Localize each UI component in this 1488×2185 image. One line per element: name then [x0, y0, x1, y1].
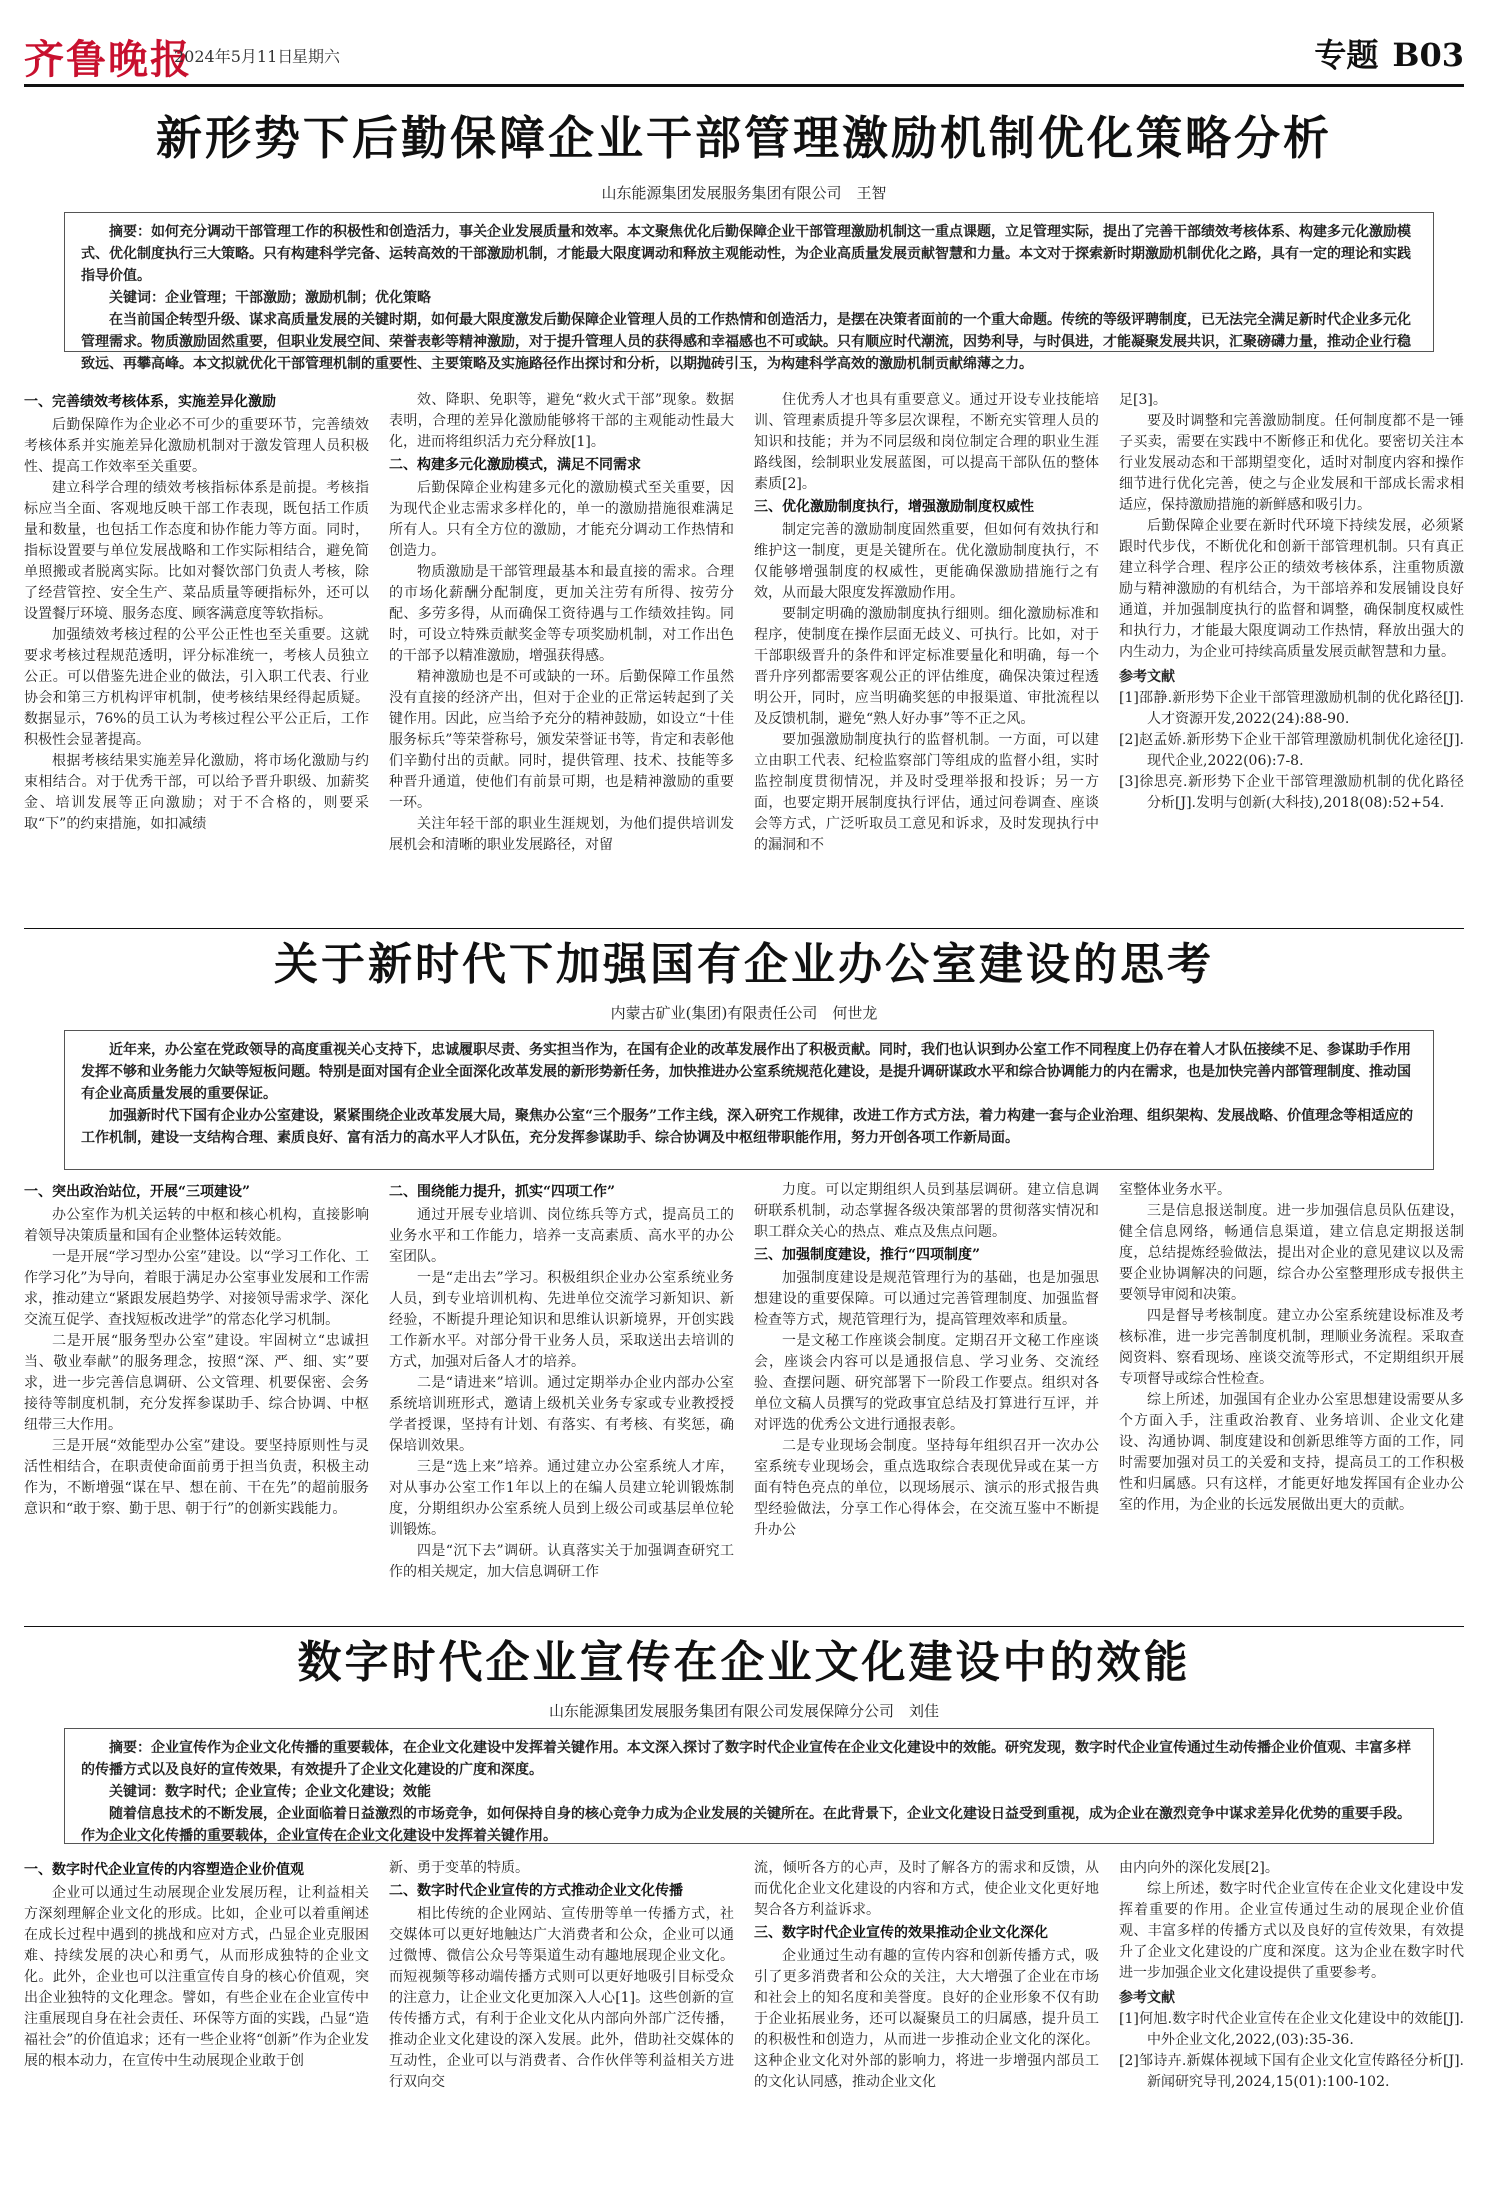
intro-text: 在当前国企转型升级、谋求高质量发展的关键时期，如何最大限度激发后勤保障企业管理人员的工作热情和创造活力，是摆在决策者面前的一个重大命题。传统的等级评聘制度，已无法完全满足新时代企业多元化管理需求。物质激励固然重要，但职业发展空间、荣誉表彰等精神激励，对于提升管理人员的获得感和幸福感也不可或缺。只有顺应时代潮流，因势利导，与时俱进，才能凝聚发展共识，汇聚磅礴力量，推动企业行稳致远、再攀高峰。本文拟就优化干部管理机制的重要性、主要策略及实施路径作出探讨和分析，以期抛砖引玉，为构建科学高效的激励机制贡献绵薄之力。: [81, 312, 1411, 372]
article-3-col-4: [1119, 1858, 1464, 2176]
article-1-col-1: [24, 390, 369, 918]
article-2-body: [24, 1180, 1464, 1620]
article-1-col-2: [389, 390, 734, 918]
section-heading: 三、加强制度建设，推行“四项制度”: [754, 1247, 981, 1263]
body-paragraph: 四是督导考核制度。建立办公室系统建设标准及考核标准，进一步完善制度机制，理顺业务流程。采取查阅资料、察看现场、座谈交流等形式，不定期组织开展专项督导或综合性检查。: [1119, 1308, 1464, 1387]
body-paragraph: 足[3]。: [1119, 392, 1167, 408]
article-1-col-4: [1119, 390, 1464, 918]
reference-item: [3]徐思亮.新形势下企业干部管理激励机制的优化路径分析[J].发明与创新(大科技),2018(08):52+54.: [1119, 774, 1464, 811]
keywords: 关键词：数字时代；企业宣传；企业文化建设；效能: [109, 1784, 431, 1800]
body-paragraph: 力度。可以定期组织人员到基层调研。建立信息调研联系机制，动态掌握各级决策部署的贯彻落实情况和职工群众关心的热点、难点及焦点问题。: [754, 1182, 1099, 1240]
article-1-col-3: [754, 390, 1099, 918]
article-3-title: 数字时代企业宣传在企业文化建设中的效能: [297, 1637, 1191, 1688]
body-paragraph: 新、勇于变革的特质。: [389, 1860, 529, 1876]
article-2-col-3: [754, 1180, 1099, 1620]
body-paragraph: 相比传统的企业网站、宣传册等单一传播方式，社交媒体可以更好地触达广大消费者和公众，企业可以通过微博、微信公众号等渠道生动有趣地展现企业文化。而短视频等移动端传播方式则可以更好地吸引目标受众的注意力，让企业文化更加深入人心[1]。这些创新的宣传传播方式，有利于企业文化从内部向外部广泛传播，推动企业文化建设的深入发展。此外，借助社交媒体的互动性，企业可以与消费者、合作伙伴等利益相关方进行双向交: [389, 1906, 734, 2090]
body-paragraph: 根据考核结果实施差异化激励，将市场化激励与约束相结合。对于优秀干部，可以给予晋升职级、加薪奖金、培训发展等正向激励；对于不合格的，则要采取“下”的约束措施，如扣减绩: [24, 753, 369, 832]
abstract-text: 摘要：如何充分调动干部管理工作的积极性和创造活力，事关企业发展质量和效率。本文聚焦优化后勤保障企业干部管理激励机制这一重点课题，立足管理实际，提出了完善干部绩效考核体系、构建多元化激励模式、优化制度执行三大策略。只有构建科学完备、运转高效的干部激励机制，才能最大限度调动和释放主观能动性，为企业高质量发展贡献智慧和力量。本文对于探索新时期激励机制优化之路，具有一定的理论和实践指导价值。: [81, 224, 1411, 284]
body-paragraph: 关注年轻干部的职业生涯规划，为他们提供培训发展机会和清晰的职业发展路径，对留: [389, 816, 734, 853]
body-paragraph: 一是开展“学习型办公室”建设。以“学习工作化、工作学习化”为导向，着眼于满足办公室事业发展和工作需求，推动建立“紧跟发展趋势学、对接领导需求学、深化交流互促学、查找短板改进学”的常态化学习机制。: [24, 1249, 369, 1328]
body-paragraph: 要及时调整和完善激励制度。任何制度都不是一锤子买卖，需要在实践中不断修正和优化。要密切关注本行业发展动态和干部期望变化，适时对制度内容和操作细节进行优化完善，使之与企业发展和干部成长需求相适应，保持激励措施的新鲜感和吸引力。: [1119, 413, 1464, 513]
article-2-col-4: [1119, 1180, 1464, 1620]
body-paragraph: 二是专业现场会制度。坚持每年组织召开一次办公室系统专业现场会，重点选取综合表现优异或在某一方面有特色亮点的单位，以现场展示、演示的形式报告典型经验做法，分享工作心得体会，在交流互鉴中不断提升办公: [754, 1438, 1099, 1538]
section-heading: 二、数字时代企业宣传的方式推动企业文化传播: [389, 1883, 683, 1899]
reference-item: [1]何旭.数字时代企业宣传在企业文化建设中的效能[J].中外企业文化,2022,(03):35-36.: [1119, 2011, 1464, 2048]
body-paragraph: 效、降职、免职等，避免“救火式干部”现象。数据表明，合理的差异化激励能够将干部的主观能动性最大化，进而将组织活力充分释放[1]。: [389, 392, 734, 450]
article-3-col-3: [754, 1858, 1099, 2176]
issue-date: 2024年5月11日: [174, 47, 294, 66]
intro-text: 随着信息技术的不断发展，企业面临着日益激烈的市场竞争，如何保持自身的核心竞争力成为企业发展的关键所在。在此背景下，企业文化建设日益受到重视，成为企业在激烈竞争中谋求差异化优势的重要手段。作为企业文化传播的重要载体，企业宣传在企业文化建设中发挥着关键作用。: [81, 1806, 1411, 1844]
body-paragraph: 三是信息报送制度。进一步加强信息员队伍建设，健全信息网络，畅通信息渠道，建立信息定期报送制度，总结提炼经验做法，提出对企业的意见建议以及需要企业协调解决的问题，综合办公室整理形成专报供主要领导审阅和决策。: [1119, 1203, 1464, 1303]
article-divider: [24, 928, 1464, 929]
body-paragraph: 综上所述，数字时代企业宣传在企业文化建设中发挥着重要的作用。企业宣传通过生动的展现企业价值观、丰富多样的传播方式以及良好的宣传效果，有效提升了企业文化建设的广度和深度。这为企业在数字时代进一步加强企业文化建设提供了重要参考。: [1119, 1881, 1464, 1981]
body-paragraph: 流，倾听各方的心声，及时了解各方的需求和反馈，从而优化企业文化建设的内容和方式，使企业文化更好地契合各方利益诉求。: [754, 1860, 1099, 1918]
article-1-title: 新形势下后勤保障企业干部管理激励机制优化策略分析: [156, 111, 1332, 165]
body-paragraph: 四是“沉下去”调研。认真落实关于加强调查研究工作的相关规定，加大信息调研工作: [389, 1543, 734, 1580]
article-2-byline: 内蒙古矿业(集团)有限责任公司 何世龙: [610, 1004, 878, 1022]
references-heading: 参考文献: [1119, 669, 1175, 685]
section-heading: 三、优化激励制度执行，增强激励制度权威性: [754, 499, 1034, 515]
section-heading: 二、围绕能力提升，抓实“四项工作”: [389, 1184, 616, 1200]
section-heading: 一、数字时代企业宣传的内容塑造企业价值观: [24, 1862, 304, 1878]
references-heading: 参考文献: [1119, 1990, 1175, 2006]
section-heading: 一、突出政治站位，开展“三项建设”: [24, 1184, 251, 1200]
body-paragraph: 二是开展“服务型办公室”建设。牢固树立“忠诚担当、敬业奉献”的服务理念，按照“深、严、细、实”要求，进一步完善信息调研、公文管理、机要保密、会务接待等制度机制，充分发挥参谋助手、综合协调、中枢纽带三大作用。: [24, 1333, 369, 1433]
article-3-col-2: [389, 1858, 734, 2176]
body-paragraph: 三是“选上来”培养。通过建立办公室系统人才库，对从事办公室工作1年以上的在编人员建立轮训锻炼制度，分期组织办公室系统人员到上级公司或基层单位轮训锻炼。: [389, 1459, 734, 1538]
section-label: [1314, 30, 1464, 76]
body-paragraph: 企业可以通过生动展现企业发展历程，让利益相关方深刻理解企业文化的形成。比如，企业可以着重阐述在成长过程中遇到的挑战和应对方式，凸显企业克服困难、持续发展的决心和勇气，从而形成独特的企业文化。此外，企业也可以注重宣传自身的核心价值观，突出企业独特的文化理念。譬如，有些企业在企业宣传中注重展现自身在社会责任、环保等方面的实践，凸显“造福社会”的价值追求；还有一些企业将“创新”作为企业发展的根本动力，在宣传中生动展现企业敢于创: [24, 1885, 369, 2069]
section-heading: 一、完善绩效考核体系，实施差异化激励: [24, 394, 276, 410]
body-paragraph: 办公室作为机关运转的中枢和核心机构，直接影响着领导决策质量和国有企业整体运转效能。: [24, 1207, 369, 1244]
article-3-col-1: [24, 1858, 369, 2176]
body-paragraph: 二是“请进来”培训。通过定期举办企业内部办公室系统培训班形式，邀请上级机关业务专家或专业教授授学者授课，坚持有计划、有落实、有考核、有奖惩，确保培训效果。: [389, 1375, 734, 1454]
body-paragraph: 一是“走出去”学习。积极组织企业办公室系统业务人员，到专业培训机构、先进单位交流学习新知识、新经验，不断提升理论知识和思维认识新境界，开创实践工作新水平。对部分骨干业务人员，采取送出去培训的方式，加强对后备人才的培养。: [389, 1270, 734, 1370]
body-paragraph: 一是文秘工作座谈会制度。定期召开文秘工作座谈会，座谈会内容可以是通报信息、学习业务、交流经验、查摆问题、研究部署下一阶段工作要点。组织对各单位文稿人员撰写的党政事宜总结及打算进行互评，并对评选的优秀公文进行通报表彰。: [754, 1333, 1099, 1433]
body-paragraph: 加强绩效考核过程的公平公正性也至关重要。这就要求考核过程规范透明，评分标准统一，考核人员独立公正。可以借鉴先进企业的做法，引入职工代表、行业协会和第三方机构评审机制，使考核结果经得起质疑。数据显示，76%的员工认为考核过程公平公正后，工作积极性会显著提高。: [24, 627, 369, 748]
abstract-text: 摘要：企业宣传作为企业文化传播的重要载体，在企业文化建设中发挥着关键作用。本文深入探讨了数字时代企业宣传在企业文化建设中的效能。研究发现，数字时代企业宣传通过生动传播企业价值观、丰富多样的传播方式以及良好的宣传效果，有效提升了企业文化建设的广度和深度。: [81, 1740, 1411, 1778]
body-paragraph: 室整体业务水平。: [1119, 1182, 1231, 1198]
masthead: [24, 22, 1464, 83]
article-1-byline: 山东能源集团发展服务集团有限公司 王智: [601, 184, 887, 202]
body-paragraph: 要制定明确的激励制度执行细则。细化激励标准和程序，使制度在操作层面无歧义、可执行。比如，对于干部职级晋升的条件和评定标准要量化和明确，每一个晋升序列都需要客观公正的评估维度，确保决策过程透明公开，同时，应当明确奖惩的申报渠道、审批流程以及反馈机制，避免“熟人好办事”等不正之风。: [754, 606, 1099, 727]
article-divider: [24, 1626, 1464, 1627]
body-paragraph: 由内向外的深化发展[2]。: [1119, 1860, 1279, 1876]
body-paragraph: 物质激励是干部管理最基本和最直接的需求。合理的市场化薪酬分配制度，更加关注劳有所得、按劳分配、多劳多得，从而确保工资待遇与工作绩效挂钩。同时，可设立特殊贡献奖金等专项奖励机制，对工作出色的干部予以精准激励，增强获得感。: [389, 564, 734, 664]
body-paragraph: 住优秀人才也具有重要意义。通过开设专业技能培训、管理素质提升等多层次课程，不断充实管理人员的知识和技能；并为不同层级和岗位制定合理的职业生涯路线图，绘制职业发展蓝图，可以提高干部队伍的整体素质[2]。: [754, 392, 1099, 492]
section-heading: 二、构建多元化激励模式，满足不同需求: [389, 457, 641, 473]
issue-weekday: 星期六: [292, 47, 341, 66]
abstract-text: 近年来，办公室在党政领导的高度重视关心支持下，忠诚履职尽责、务实担当作为，在国有企业的改革发展作出了积极贡献。同时，我们也认识到办公室工作不同程度上仍存在着人才队伍接续不足、参谋助手作用发挥不够和业务能力欠缺等短板问题。特别是面对国有企业全面深化改革发展的新形势新任务，加快推进办公室系统规范化建设，是提升调研谋政水平和综合协调能力的内在需求，也是加快完善内部管理制度、推动国有企业高质量发展的重要保证。: [81, 1042, 1411, 1102]
body-paragraph: 后勤保障作为企业必不可少的重要环节，完善绩效考核体系并实施差异化激励机制对于激发管理人员积极性、提高工作效率至关重要。: [24, 417, 369, 475]
page-number: B03: [1392, 36, 1464, 74]
body-paragraph: 综上所述，加强国有企业办公室思想建设需要从多个方面入手，注重政治教育、业务培训、企业文化建设、沟通协调、制度建设和创新思维等方面的工作，同时需要加强对员工的关爱和支持，提高员工的工作积极性和归属感。只有这样，才能更好地发挥国有企业办公室的作用，为企业的长远发展做出更大的贡献。: [1119, 1392, 1464, 1513]
body-paragraph: 三是开展“效能型办公室”建设。要坚持原则性与灵活性相结合，在职责使命面前勇于担当负责，积极主动作为，不断增强“谋在早、想在前、干在先”的超前服务意识和“敢于察、勤于思、朝于行”的创新实践能力。: [24, 1438, 369, 1517]
masthead-rule: [24, 84, 1464, 87]
article-3-byline: 山东能源集团发展服务集团有限公司发展保障分公司 刘佳: [548, 1702, 939, 1720]
body-paragraph: 精神激励也是不可或缺的一环。后勤保障工作虽然没有直接的经济产出，但对于企业的正常运转起到了关键作用。因此，应当给予充分的精神鼓励，如设立“十佳服务标兵”等荣誉称号，颁发荣誉证书等，肯定和表彰他们辛勤付出的贡献。同时，提供管理、技术、技能等多种晋升通道，使他们有前景可期，也是精神激励的重要一环。: [389, 669, 734, 811]
article-1-body: [24, 390, 1464, 918]
section-name: 专题: [1314, 36, 1379, 74]
article-3-abstract: [64, 1728, 1434, 1844]
body-paragraph: 通过开展专业培训、岗位练兵等方式，提高员工的业务水平和工作能力，培养一支高素质、高水平的办公室团队。: [389, 1207, 734, 1265]
abstract-text-2: 加强新时代下国有企业办公室建设，紧紧围绕企业改革发展大局，聚焦办公室“三个服务”工作主线，深入研究工作规律，改进工作方式方法，着力构建一套与企业治理、组织架构、发展战略、价值理念等相适应的工作机制，建设一支结构合理、素质良好、富有活力的高水平人才队伍，充分发挥参谋助手、综合协调及中枢纽带职能作用，努力开创各项工作新局面。: [81, 1108, 1414, 1146]
reference-item: [2]邹诗卉.新媒体视域下国有企业文化宣传路径分析[J].新闻研究导刊,2024,15(01):100-102.: [1119, 2053, 1464, 2090]
body-paragraph: 后勤保障企业要在新时代环境下持续发展，必须紧跟时代步伐，不断优化和创新干部管理机制。只有真正建立科学合理、程序公正的绩效考核体系，注重物质激励与精神激励的有机结合，为干部培养和发展铺设良好通道，并加强制度执行的监督和调整，确保制度权威性和执行力，才能最大限度调动工作热情，释放出强大的内生动力，为企业可持续高质量发展贡献智慧和力量。: [1119, 518, 1464, 660]
section-heading: 三、数字时代企业宣传的效果推动企业文化深化: [754, 1925, 1048, 1941]
article-2-abstract: [64, 1030, 1434, 1170]
article-2-col-1: [24, 1180, 369, 1620]
article-1-abstract: [64, 212, 1434, 372]
keywords: 关键词：企业管理；干部激励；激励机制；优化策略: [109, 290, 431, 306]
body-paragraph: 后勤保障企业构建多元化的激励模式至关重要，因为现代企业志需求多样化的，单一的激励措施很难满足所有人。只有全方位的激励，才能充分调动工作热情和创造力。: [389, 480, 734, 559]
body-paragraph: 要加强激励制度执行的监督机制。一方面，可以建立由职工代表、纪检监察部门等组成的监督小组，实时监控制度贯彻情况，并及时受理举报和投诉；另一方面，也要定期开展制度执行评估，通过问卷调查、座谈会等方式，广泛听取员工意见和诉求，及时发现执行中的漏洞和不: [754, 732, 1099, 853]
article-3-body: [24, 1858, 1464, 2176]
article-2-col-2: [389, 1180, 734, 1620]
body-paragraph: 加强制度建设是规范管理行为的基础，也是加强思想建设的重要保障。可以通过完善管理制度、加强监督检查等方式，规范管理行为，提高管理效率和质量。: [754, 1270, 1099, 1328]
newspaper-logo: 齐鲁晚报: [24, 36, 192, 83]
body-paragraph: 建立科学合理的绩效考核指标体系是前提。考核指标应当全面、客观地反映干部工作表现，既包括工作质量和数量，也包括工作态度和协作能力等方面。同时，指标设置要与单位发展战略和工作实际相结合，避免简单照搬或者脱离实际。比如对餐饮部门负责人考核，除了经营管控、安全生产、菜品质量等硬指标外，还可以设置餐厅环境、服务态度、顾客满意度等软指标。: [24, 480, 369, 622]
reference-item: [1]邵静.新形势下企业干部管理激励机制的优化路径[J].人才资源开发,2022(24):88-90.: [1119, 690, 1464, 727]
body-paragraph: 企业通过生动有趣的宣传内容和创新传播方式，吸引了更多消费者和公众的关注，大大增强了企业在市场和社会上的知名度和美誉度。良好的企业形象不仅有助于企业拓展业务，还可以凝聚员工的归属感，提升员工的积极性和创造力，从而进一步推动企业文化的深化。这种企业文化对外部的影响力，将进一步增强内部员工的文化认同感，推动企业文化: [754, 1948, 1099, 2090]
body-paragraph: 制定完善的激励制度固然重要，但如何有效执行和维护这一制度，更是关键所在。优化激励制度执行，不仅能够增强制度的权威性，更能确保激励措施行之有效，从而最大限度发挥激励作用。: [754, 522, 1099, 601]
article-2-title: 关于新时代下加强国有企业办公室建设的思考: [274, 939, 1214, 990]
reference-item: [2]赵孟娇.新形势下企业干部管理激励机制优化途径[J].现代企业,2022(06):7-8.: [1119, 732, 1464, 769]
